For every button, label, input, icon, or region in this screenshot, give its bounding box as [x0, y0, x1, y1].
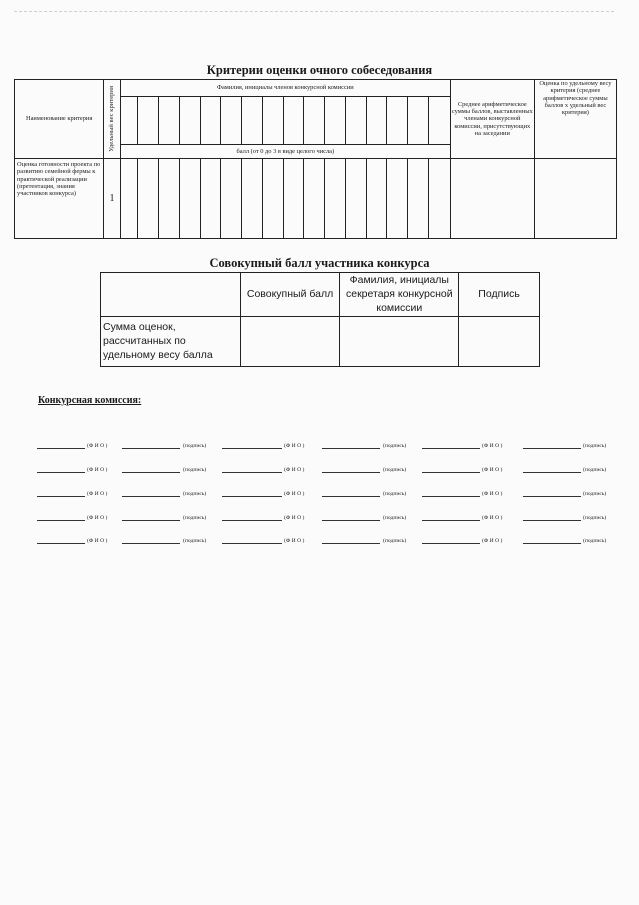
fio-label: (Ф И О )	[87, 491, 108, 497]
signature-field	[322, 533, 423, 547]
score-cell	[304, 159, 325, 239]
score-cell	[138, 159, 159, 239]
criterion-weight-value: 1	[104, 159, 121, 239]
signature-label: (подпись)	[583, 491, 607, 497]
fio-field	[422, 438, 522, 452]
signature-label: (подпись)	[183, 515, 207, 521]
member-name-cell	[428, 97, 450, 145]
criterion-weight-header	[104, 80, 121, 159]
secretary-cell	[340, 316, 459, 366]
commission-heading: Конкурсная комиссия:	[38, 395, 142, 406]
score-cell	[366, 159, 387, 239]
members-header: Фамилия, инициалы членов конкурсной комиссии	[120, 80, 450, 97]
signature-row	[0, 510, 639, 524]
member-name-cell	[242, 97, 263, 145]
score-cell	[408, 159, 429, 239]
signature-label: (подпись)	[183, 443, 207, 449]
score-cell	[200, 159, 221, 239]
signature-row	[0, 462, 639, 476]
secretary-header: Фамилия, инициалы секретаря конкурсной комиссии	[340, 273, 459, 317]
weighted-score-header: Оценка по удельному весу критерия (среднее арифметическое суммы баллов х удельный вес критерия)	[534, 80, 616, 159]
score-range-note: балл (от 0 до 3 в виде целого числа)	[120, 145, 450, 159]
fio-field	[422, 462, 522, 476]
blank-line	[422, 520, 480, 521]
average-cell	[450, 159, 534, 239]
blank-line	[222, 448, 282, 449]
blank-line	[122, 448, 180, 449]
fio-label: (Ф И О )	[87, 443, 108, 449]
blank-line	[122, 496, 180, 497]
signature-row	[0, 486, 639, 500]
blank-line	[37, 496, 85, 497]
score-cell	[283, 159, 304, 239]
blank-line	[322, 448, 380, 449]
signature-label: (подпись)	[383, 515, 407, 521]
fio-label: (Ф И О )	[482, 515, 503, 521]
scan-top-edge	[14, 11, 614, 12]
fio-label: (Ф И О )	[284, 515, 305, 521]
blank-line	[122, 543, 180, 544]
fio-field	[222, 462, 324, 476]
blank-line	[37, 520, 85, 521]
blank-line	[37, 543, 85, 544]
member-name-cell	[138, 97, 159, 145]
member-name-cell	[200, 97, 221, 145]
fio-label: (Ф И О )	[284, 443, 305, 449]
fio-field	[222, 438, 324, 452]
signature-field	[322, 486, 423, 500]
signature-label: (подпись)	[183, 491, 207, 497]
fio-field	[422, 510, 522, 524]
signature-field	[523, 486, 623, 500]
weighted-score-cell	[534, 159, 616, 239]
signature-field	[523, 438, 623, 452]
blank-line	[523, 472, 581, 473]
blank-line	[422, 472, 480, 473]
blank-line	[422, 543, 480, 544]
score-cell	[262, 159, 283, 239]
signature-field	[322, 462, 423, 476]
member-name-cell	[179, 97, 200, 145]
member-name-cell	[387, 97, 408, 145]
fio-label: (Ф И О )	[482, 491, 503, 497]
score-cell	[345, 159, 366, 239]
signature-row	[0, 438, 639, 452]
member-name-cell	[159, 97, 180, 145]
blank-line	[523, 448, 581, 449]
score-cell	[221, 159, 242, 239]
signature-label: (подпись)	[383, 467, 407, 473]
fio-label: (Ф И О )	[87, 515, 108, 521]
blank-line	[122, 472, 180, 473]
blank-line	[422, 496, 480, 497]
fio-field	[37, 462, 127, 476]
fio-label: (Ф И О )	[482, 443, 503, 449]
fio-label: (Ф И О )	[284, 491, 305, 497]
criterion-name-cell: Оценка готовности проекта по развитию семейной фермы к практической реализации (претентация, знания участников конкурса)	[15, 159, 104, 239]
total-score-table	[100, 272, 540, 367]
blank-line	[322, 520, 380, 521]
total-corner-cell	[101, 273, 241, 317]
signature-field	[322, 510, 423, 524]
signature-label: (подпись)	[583, 538, 607, 544]
fio-field	[422, 486, 522, 500]
blank-line	[222, 543, 282, 544]
fio-field	[222, 486, 324, 500]
signature-header: Подпись	[459, 273, 540, 317]
blank-line	[122, 520, 180, 521]
member-name-cell	[366, 97, 387, 145]
blank-line	[322, 543, 380, 544]
member-name-cell	[283, 97, 304, 145]
fio-field	[37, 486, 127, 500]
signature-field	[523, 462, 623, 476]
fio-label: (Ф И О )	[87, 538, 108, 544]
member-name-cell	[408, 97, 429, 145]
signature-field	[523, 533, 623, 547]
signature-label: (подпись)	[383, 491, 407, 497]
signature-field	[122, 510, 223, 524]
member-name-cell	[325, 97, 346, 145]
score-cell	[387, 159, 408, 239]
blank-line	[523, 520, 581, 521]
signature-label: (подпись)	[183, 467, 207, 473]
signature-label: (подпись)	[183, 538, 207, 544]
blank-line	[37, 448, 85, 449]
fio-label: (Ф И О )	[482, 467, 503, 473]
sum-row-label: Сумма оценок, рассчитанных по удельному весу балла	[101, 316, 241, 366]
member-name-cell	[120, 97, 138, 145]
total-score-header: Совокупный балл	[240, 273, 340, 317]
signature-label: (подпись)	[583, 467, 607, 473]
score-cell	[159, 159, 180, 239]
signature-row	[0, 533, 639, 547]
blank-line	[523, 543, 581, 544]
blank-line	[422, 448, 480, 449]
total-title: Совокупный балл участника конкурса	[209, 256, 430, 270]
blank-line	[523, 496, 581, 497]
score-cell	[120, 159, 138, 239]
signature-field	[322, 438, 423, 452]
signature-field	[122, 533, 223, 547]
blank-line	[37, 472, 85, 473]
signature-cell	[459, 316, 540, 366]
total-score-cell	[240, 316, 340, 366]
member-name-cell	[345, 97, 366, 145]
fio-label: (Ф И О )	[482, 538, 503, 544]
fio-label: (Ф И О )	[284, 467, 305, 473]
signature-field	[523, 510, 623, 524]
fio-field	[37, 533, 127, 547]
fio-field	[37, 510, 127, 524]
fio-field	[37, 438, 127, 452]
signature-label: (подпись)	[383, 443, 407, 449]
signature-field	[122, 462, 223, 476]
signature-label: (подпись)	[583, 443, 607, 449]
criterion-name-header: Наименование критерия	[15, 80, 104, 159]
score-cell	[325, 159, 346, 239]
member-name-cell	[304, 97, 325, 145]
blank-line	[322, 496, 380, 497]
criterion-weight-header-text: Удельный вес критерия	[108, 86, 116, 152]
blank-line	[222, 496, 282, 497]
member-name-cell	[221, 97, 242, 145]
score-cell	[179, 159, 200, 239]
blank-line	[322, 472, 380, 473]
signature-label: (подпись)	[583, 515, 607, 521]
score-cell	[428, 159, 450, 239]
score-cell	[242, 159, 263, 239]
blank-line	[222, 520, 282, 521]
fio-label: (Ф И О )	[87, 467, 108, 473]
fio-label: (Ф И О )	[284, 538, 305, 544]
fio-field	[222, 510, 324, 524]
blank-line	[222, 472, 282, 473]
average-header: Среднее арифметическое суммы баллов, выставленных членами конкурсной комиссии, присутствующих на заседании	[450, 80, 534, 159]
signature-label: (подпись)	[383, 538, 407, 544]
signature-field	[122, 486, 223, 500]
signature-field	[122, 438, 223, 452]
criteria-title: Критерии оценки очного собеседования	[206, 63, 433, 77]
fio-field	[222, 533, 324, 547]
fio-field	[422, 533, 522, 547]
criteria-table	[14, 79, 617, 239]
member-name-cell	[262, 97, 283, 145]
